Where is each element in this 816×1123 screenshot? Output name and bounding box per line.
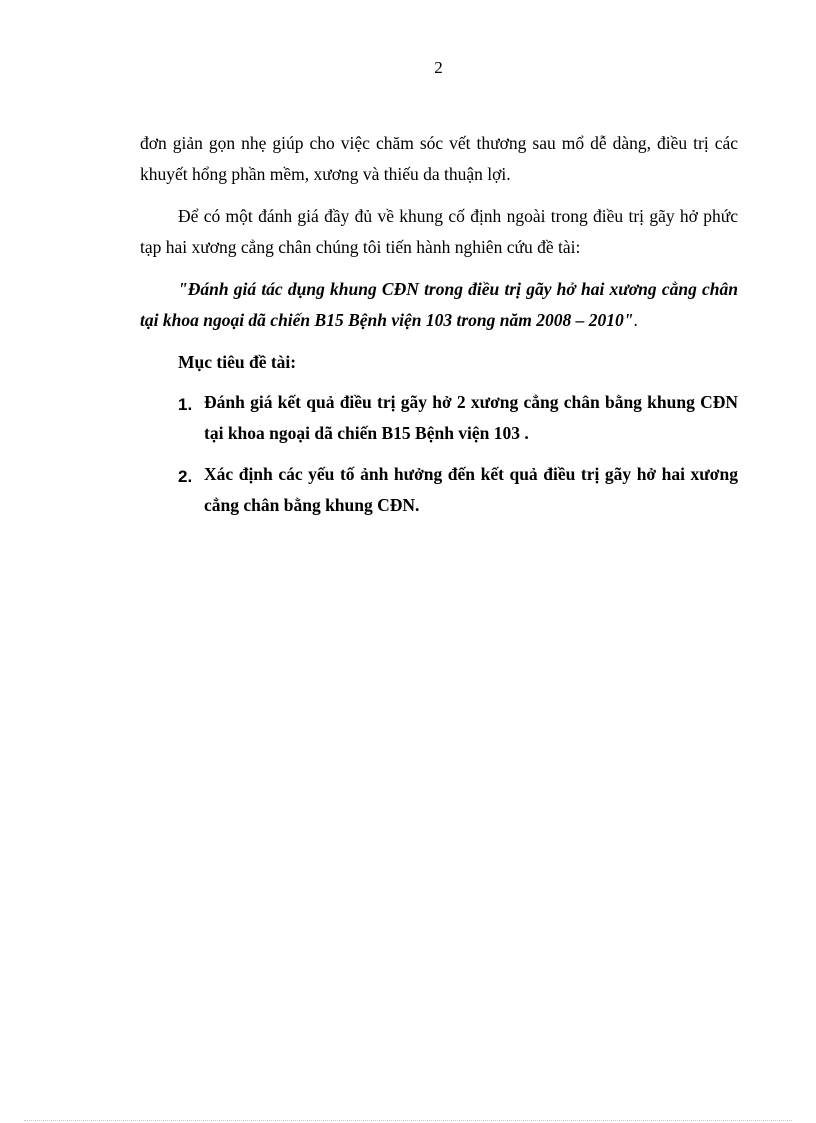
objective-item: [140, 459, 738, 521]
objective-text: Đánh giá kết quả điều trị gãy hở 2 xương cẳng chân bằng khung CĐN tại khoa ngoại dã chiến B15 Bệnh viện 103 .: [204, 392, 738, 443]
objective-item: [140, 387, 738, 449]
objectives-heading: Mục tiêu đề tài:: [178, 352, 297, 372]
paragraph-study-intro: Để có một đánh giá đầy đủ về khung cố định ngoài trong điều trị gãy hở phức tạp hai xương cẳng chân chúng tôi tiến hành nghiên cứu đề tài:: [140, 206, 738, 257]
objective-number: 2.: [178, 467, 193, 486]
objective-number: 1.: [178, 395, 193, 414]
page-bottom-divider: [24, 1120, 792, 1121]
paragraph-continued: đơn giản gọn nhẹ giúp cho việc chăm sóc vết thương sau mổ dễ dàng, điều trị các khuyết hổng phần mềm, xương và thiếu da thuận lợi.: [140, 133, 738, 184]
study-title: [140, 274, 738, 336]
document-body: [140, 128, 738, 531]
study-title-period: .: [633, 310, 638, 330]
page-number: 2: [434, 58, 443, 77]
objective-text: Xác định các yếu tố ảnh hưởng đến kết quả điều trị gãy hở hai xương cẳng chân bằng khung CĐN.: [204, 464, 738, 515]
study-title-text: "Đánh giá tác dụng khung CĐN trong điều trị gãy hở hai xương cẳng chân tại khoa ngoại dã chiến B15 Bệnh viện 103 trong năm 2008 – 2010": [140, 279, 738, 330]
